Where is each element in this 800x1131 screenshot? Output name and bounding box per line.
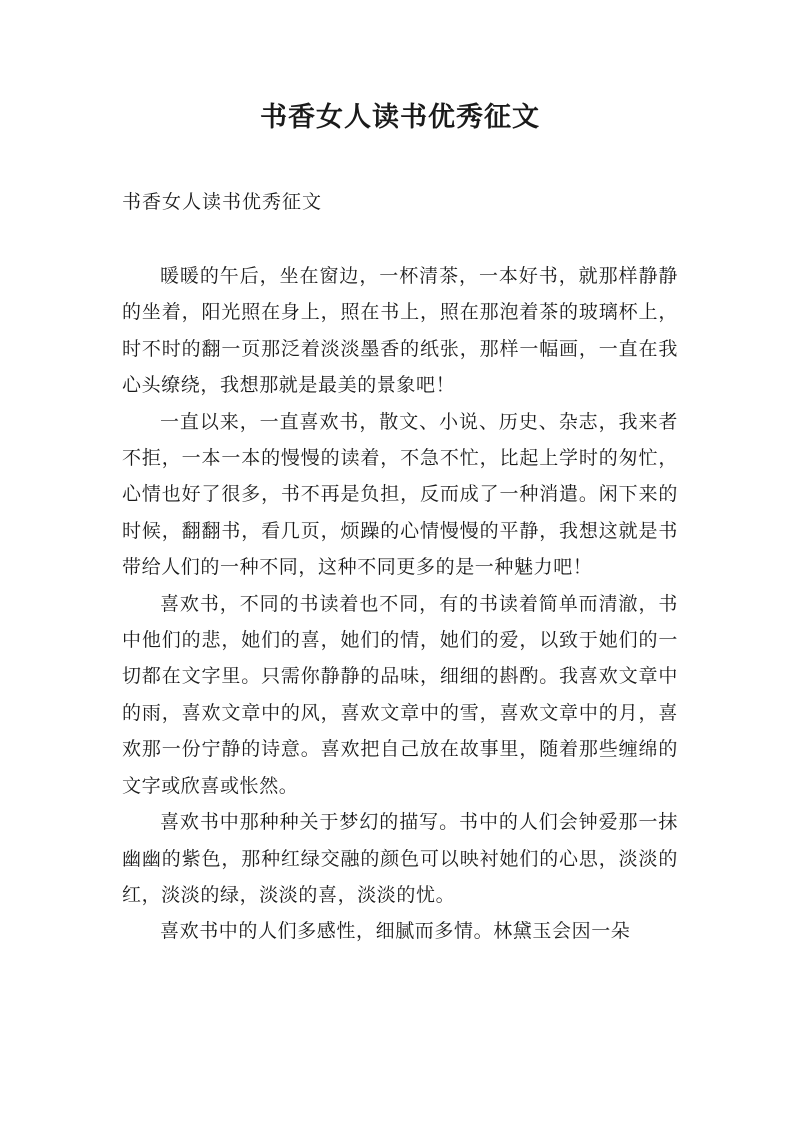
paragraph: 暖暖的午后，坐在窗边，一杯清茶，一本好书，就那样静静的坐着，阳光照在身上，照在书上，照在那泡着茶的玻璃杯上，时不时的翻一页那泛着淡淡墨香的纸张，那样一幅画，一直在我心头缭绕，我想那就是最美的景象吧！	[122, 265, 678, 397]
paragraph: 一直以来，一直喜欢书，散文、小说、历史、杂志，我来者不拒，一本一本的慢慢的读着，不急不忙，比起上学时的匆忙，心情也好了很多，书不再是负担，反而成了一种消遣。闲下来的时候，翻翻书，看几页，烦躁的心情慢慢的平静，我想这就是书带给人们的一种不同，这种不同更多的是一种魅力吧！	[122, 410, 678, 579]
paragraph: 喜欢书中的人们多感性，细腻而多情。林黛玉会因一朵	[160, 920, 631, 943]
paragraph: 喜欢书中那种种关于梦幻的描写。书中的人们会钟爱那一抹幽幽的紫色，那种红绿交融的颜色可以映衬她们的心思，淡淡的红，淡淡的绿，淡淡的喜，淡淡的忧。	[122, 811, 678, 906]
page-title: 书香女人读书优秀征文	[260, 102, 540, 133]
document-subtitle: 书香女人读书优秀征文	[122, 191, 323, 213]
paragraph: 喜欢书，不同的书读着也不同，有的书读着简单而清澈，书中他们的悲，她们的喜，她们的情，她们的爱，以致于她们的一切都在文字里。只需你静静的品味，细细的斟酌。我喜欢文章中的雨，喜欢文章中的风，喜欢文章中的雪，喜欢文章中的月，喜欢那一份宁静的诗意。喜欢把自己放在故事里，随着那些缠绵的文字或欣喜或怅然。	[122, 592, 678, 797]
document-body	[122, 258, 678, 950]
